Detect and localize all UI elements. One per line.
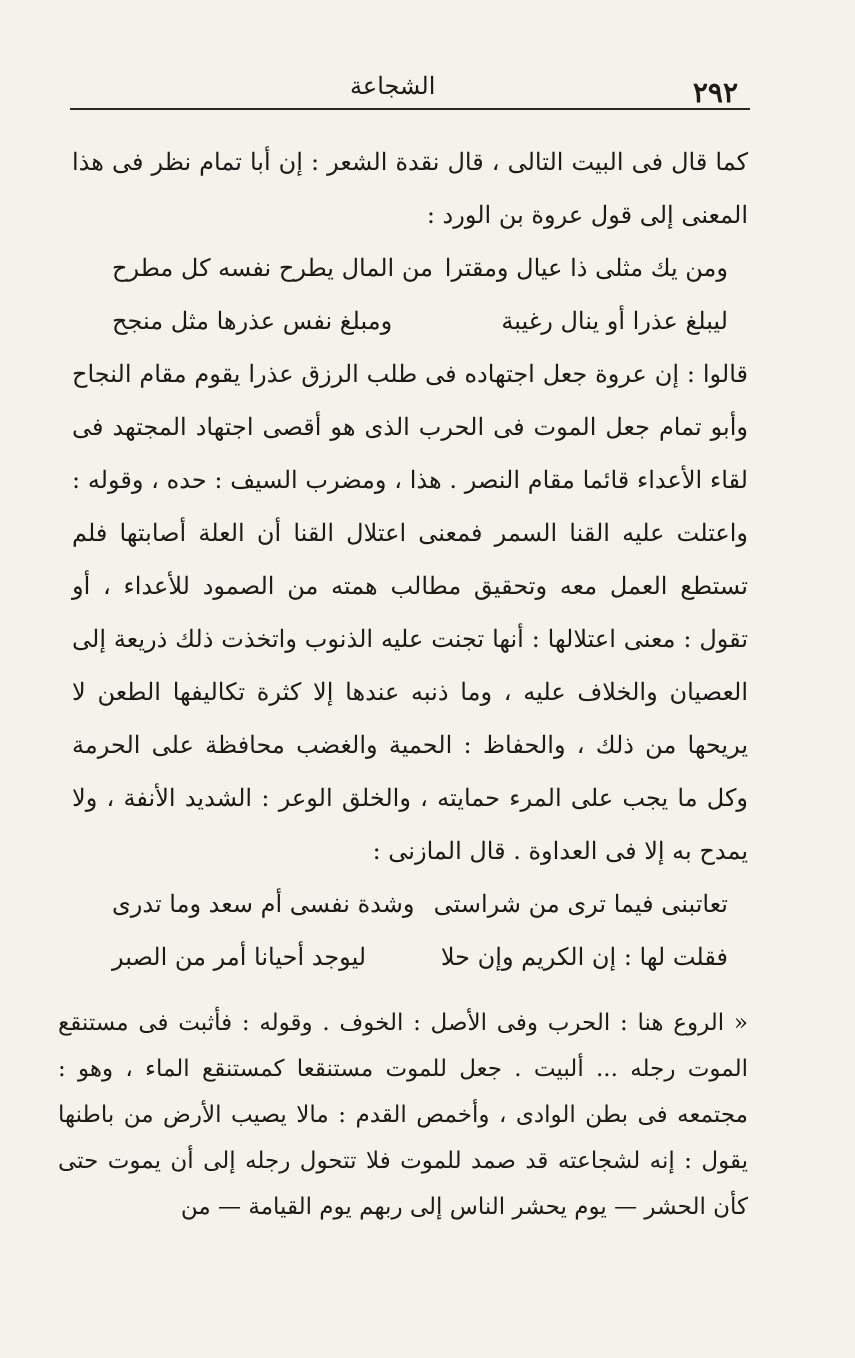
intro-paragraph: كما قال فى البيت التالى ، قال نقدة الشعر : إن أبا تمام نظر فى هذا المعنى إلى قول عروة بن الورد : bbox=[72, 148, 748, 229]
verse-line bbox=[72, 878, 748, 931]
page-number: ٢٩٢ bbox=[692, 76, 738, 109]
commentary-paragraph: قالوا : إن عروة جعل اجتهاده فى طلب الرزق عذرا يقوم مقام النجاح وأبو تمام جعل الموت فى الحرب الذى هو أقصى اجتهاد المجتهد فى لقاء الأعداء قائما مقام النصر . هذا ، ومضرب السيف : حده ، وقوله : واعتلت عليه القنا السمر فمعنى اعتلال القنا أن العلة أصابتها فلم تستطع العمل معه وتحقيق مطالب همته من الصمود للأعداء ، أو تقول : معنى اعتلالها : أنها تجنت عليه الذنوب واتخذت ذلك ذريعة إلى العصيان والخلاف عليه ، وما ذنبه عندها إلا كثرة تكاليفها الطعن لا يريحها من ذلك ، والحفاظ : الحمية والغضب محافظة على الحرمة وكل ما يجب على المرء حمايته ، والخلق الوعر : الشديد الأنفة ، ولا يمدح به إلا فى العداوة . قال المازنى : bbox=[72, 360, 748, 865]
verse-hemistich-right: ومن يك مثلى ذا عيال ومقترا bbox=[444, 254, 728, 282]
verse-line bbox=[72, 931, 748, 984]
footnote-text: « الروع هنا : الحرب وفى الأصل : الخوف . وقوله : فأثبت فى مستنقع الموت رجله ... ألبيت . جعل للموت مستنقعا كمستنقع الماء ، وهو : مجتمعه فى بطن الوادى ، وأخمص القدم : مالا يصيب الأرض من باطنها يقول : إنه لشجاعته قد صمد للموت فلا تتحول رجله إلى أن يموت حتى كأن الحشر — يوم يحشر الناس إلى ربهم يوم القيامة — من bbox=[58, 1010, 748, 1220]
verse-hemistich-left: ليوجد أحيانا أمر من الصبر bbox=[112, 943, 367, 971]
verse-hemistich-right: ليبلغ عذرا أو ينال رغيبة bbox=[501, 307, 728, 335]
footnote bbox=[58, 1000, 748, 1230]
verse-hemistich-left: من المال يطرح نفسه كل مطرح bbox=[112, 254, 433, 282]
page-header bbox=[70, 68, 750, 116]
verse-line bbox=[72, 242, 748, 295]
header-rule bbox=[70, 108, 750, 110]
verse-hemistich-left: ومبلغ نفس عذرها مثل منجح bbox=[112, 307, 393, 335]
main-text bbox=[72, 136, 748, 984]
running-title: الشجاعة bbox=[350, 72, 436, 100]
verse-line bbox=[72, 295, 748, 348]
verse-hemistich-left: وشدة نفسى أم سعد وما تدرى bbox=[112, 890, 415, 918]
verse-hemistich-right: فقلت لها : إن الكريم وإن حلا bbox=[440, 943, 728, 971]
verse-hemistich-right: تعاتبنى فيما ترى من شراستى bbox=[433, 890, 728, 918]
